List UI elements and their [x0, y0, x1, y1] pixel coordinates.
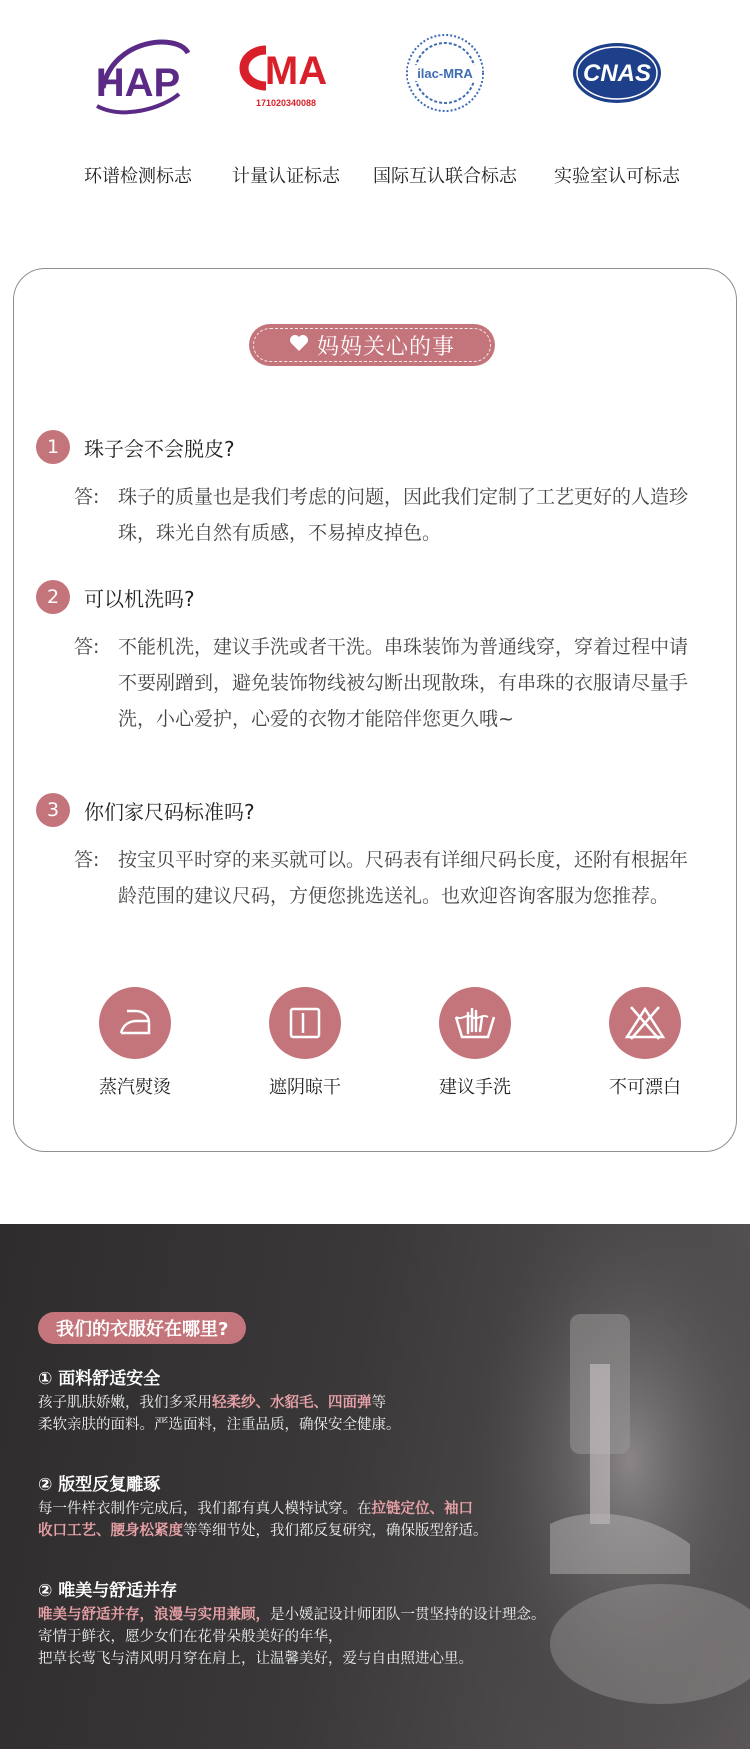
faq-answer: 按宝贝平时穿的来买就可以。尺码表有详细尺码长度，还附有根据年龄范围的建议尺码，方便您挑选送礼。也欢迎咨询客服为您推荐。: [118, 849, 689, 907]
cert-cma: [206, 28, 366, 188]
cert-hap: [58, 28, 218, 188]
faq-answer-prefix: 答:: [74, 486, 100, 508]
care-label: 遮阴晾干: [269, 1077, 341, 1098]
cma-logo: [206, 28, 366, 118]
hap-logo: [58, 28, 218, 118]
faq-item: [36, 792, 716, 914]
faq-question: 你们家尺码标准吗?: [84, 799, 255, 824]
feature-heading: ② 版型反复雕琢: [38, 1474, 161, 1495]
faq-answer-prefix: 答:: [74, 636, 100, 658]
faq-number: 1: [36, 430, 70, 464]
care-card-title-text: 妈妈关心的事: [316, 334, 455, 360]
feature-highlight: 唯美与舒适并存，浪漫与实用兼顾，: [38, 1607, 270, 1623]
faq-item: [36, 429, 716, 551]
faq-question: 可以机洗吗?: [84, 586, 195, 611]
faq-answer: 不能机洗，建议手洗或者干洗。串珠装饰为普通线穿，穿着过程中请不要剐蹭到，避免装饰物线被勾断出现散珠，有串珠的衣服请尽量手洗，小心爱护，心爱的衣物才能陪伴您更久哦~: [118, 636, 689, 730]
certifications-row: [0, 0, 750, 200]
features-title: 我们的衣服好在哪里?: [38, 1312, 246, 1344]
feature-highlight: 轻柔纱、水貂毛、四面弹: [212, 1395, 372, 1411]
care-label: 不可漂白: [609, 1077, 681, 1098]
care-label: 建议手洗: [439, 1077, 511, 1098]
cert-label: 环谱检测标志: [84, 166, 192, 187]
feature-text-segment: 柔软亲肤的面料。严选面料，注重品质，确保安全健康。: [38, 1417, 401, 1433]
feature-text-segment: 孩子肌肤娇嫩，我们多采用: [38, 1395, 212, 1411]
feature-heading: ① 面料舒适安全: [38, 1368, 161, 1389]
feature-text-segment: 等: [371, 1395, 386, 1411]
faq-number: 2: [36, 580, 70, 614]
cert-label: 国际互认联合标志: [373, 166, 517, 187]
feature-text-segment: 等等细节处，我们都反复研究，确保版型舒适。: [183, 1523, 488, 1539]
feature-heading: ② 唯美与舒适并存: [38, 1580, 178, 1601]
no-bleach-icon: [609, 987, 681, 1059]
cma-logo-text: MA: [264, 49, 328, 93]
cert-ilac: [365, 28, 525, 188]
ilac-logo-text: ilac-MRA: [417, 66, 473, 81]
features-section: [0, 1224, 750, 1749]
feature-highlight: 拉链定位、袖口: [371, 1501, 473, 1517]
iron-icon: [99, 987, 171, 1059]
faq-answer: 珠子的质量也是我们考虑的问题，因此我们定制了工艺更好的人造珍珠，珠光自然有质感，不易掉皮掉色。: [118, 486, 689, 544]
feature-item: [38, 1468, 678, 1542]
care-label: 蒸汽熨烫: [99, 1077, 171, 1098]
cert-label: 实验室认可标志: [554, 166, 680, 187]
faq-answer-prefix: 答:: [74, 849, 100, 871]
cma-number: 171020340088: [255, 98, 317, 108]
care-item-hand-wash: [405, 987, 545, 1099]
care-instructions: [14, 987, 738, 1097]
care-item-shade-dry: [235, 987, 375, 1099]
ilac-mra-logo: [365, 28, 525, 118]
care-item-steam-iron: [65, 987, 205, 1099]
feature-text-segment: 每一件样衣制作完成后，我们都有真人模特试穿。在: [38, 1501, 372, 1517]
feature-text: [38, 1392, 678, 1436]
care-card: [13, 268, 737, 1152]
heart-icon: [289, 333, 309, 358]
feature-text: [38, 1604, 678, 1670]
feature-text: [38, 1498, 678, 1542]
feature-text-segment: 把草长莺飞与清风明月穿在肩上，让温馨美好，爱与自由照进心里。: [38, 1651, 473, 1667]
care-item-no-bleach: [575, 987, 715, 1099]
feature-item: [38, 1362, 678, 1436]
feature-text-segment: 是小媛記设计师团队一贯坚持的设计理念。: [270, 1607, 546, 1623]
feature-item: [38, 1574, 678, 1670]
feature-highlight: 收口工艺、腰身松紧度: [38, 1523, 183, 1539]
cert-cnas: [537, 28, 697, 188]
cnas-logo-text: CNAS: [582, 60, 652, 87]
faq-question: 珠子会不会脱皮?: [84, 436, 235, 461]
hand-wash-icon: [439, 987, 511, 1059]
faq-number: 3: [36, 793, 70, 827]
shade-dry-icon: [269, 987, 341, 1059]
hap-logo-text: HAP: [95, 61, 181, 105]
faq-item: [36, 579, 716, 737]
care-card-title: [249, 324, 495, 366]
cnas-logo: [537, 28, 697, 118]
cert-label: 计量认证标志: [232, 166, 340, 187]
feature-text-segment: 寄情于鲜衣，愿少女们在花骨朵般美好的年华，: [38, 1629, 343, 1645]
